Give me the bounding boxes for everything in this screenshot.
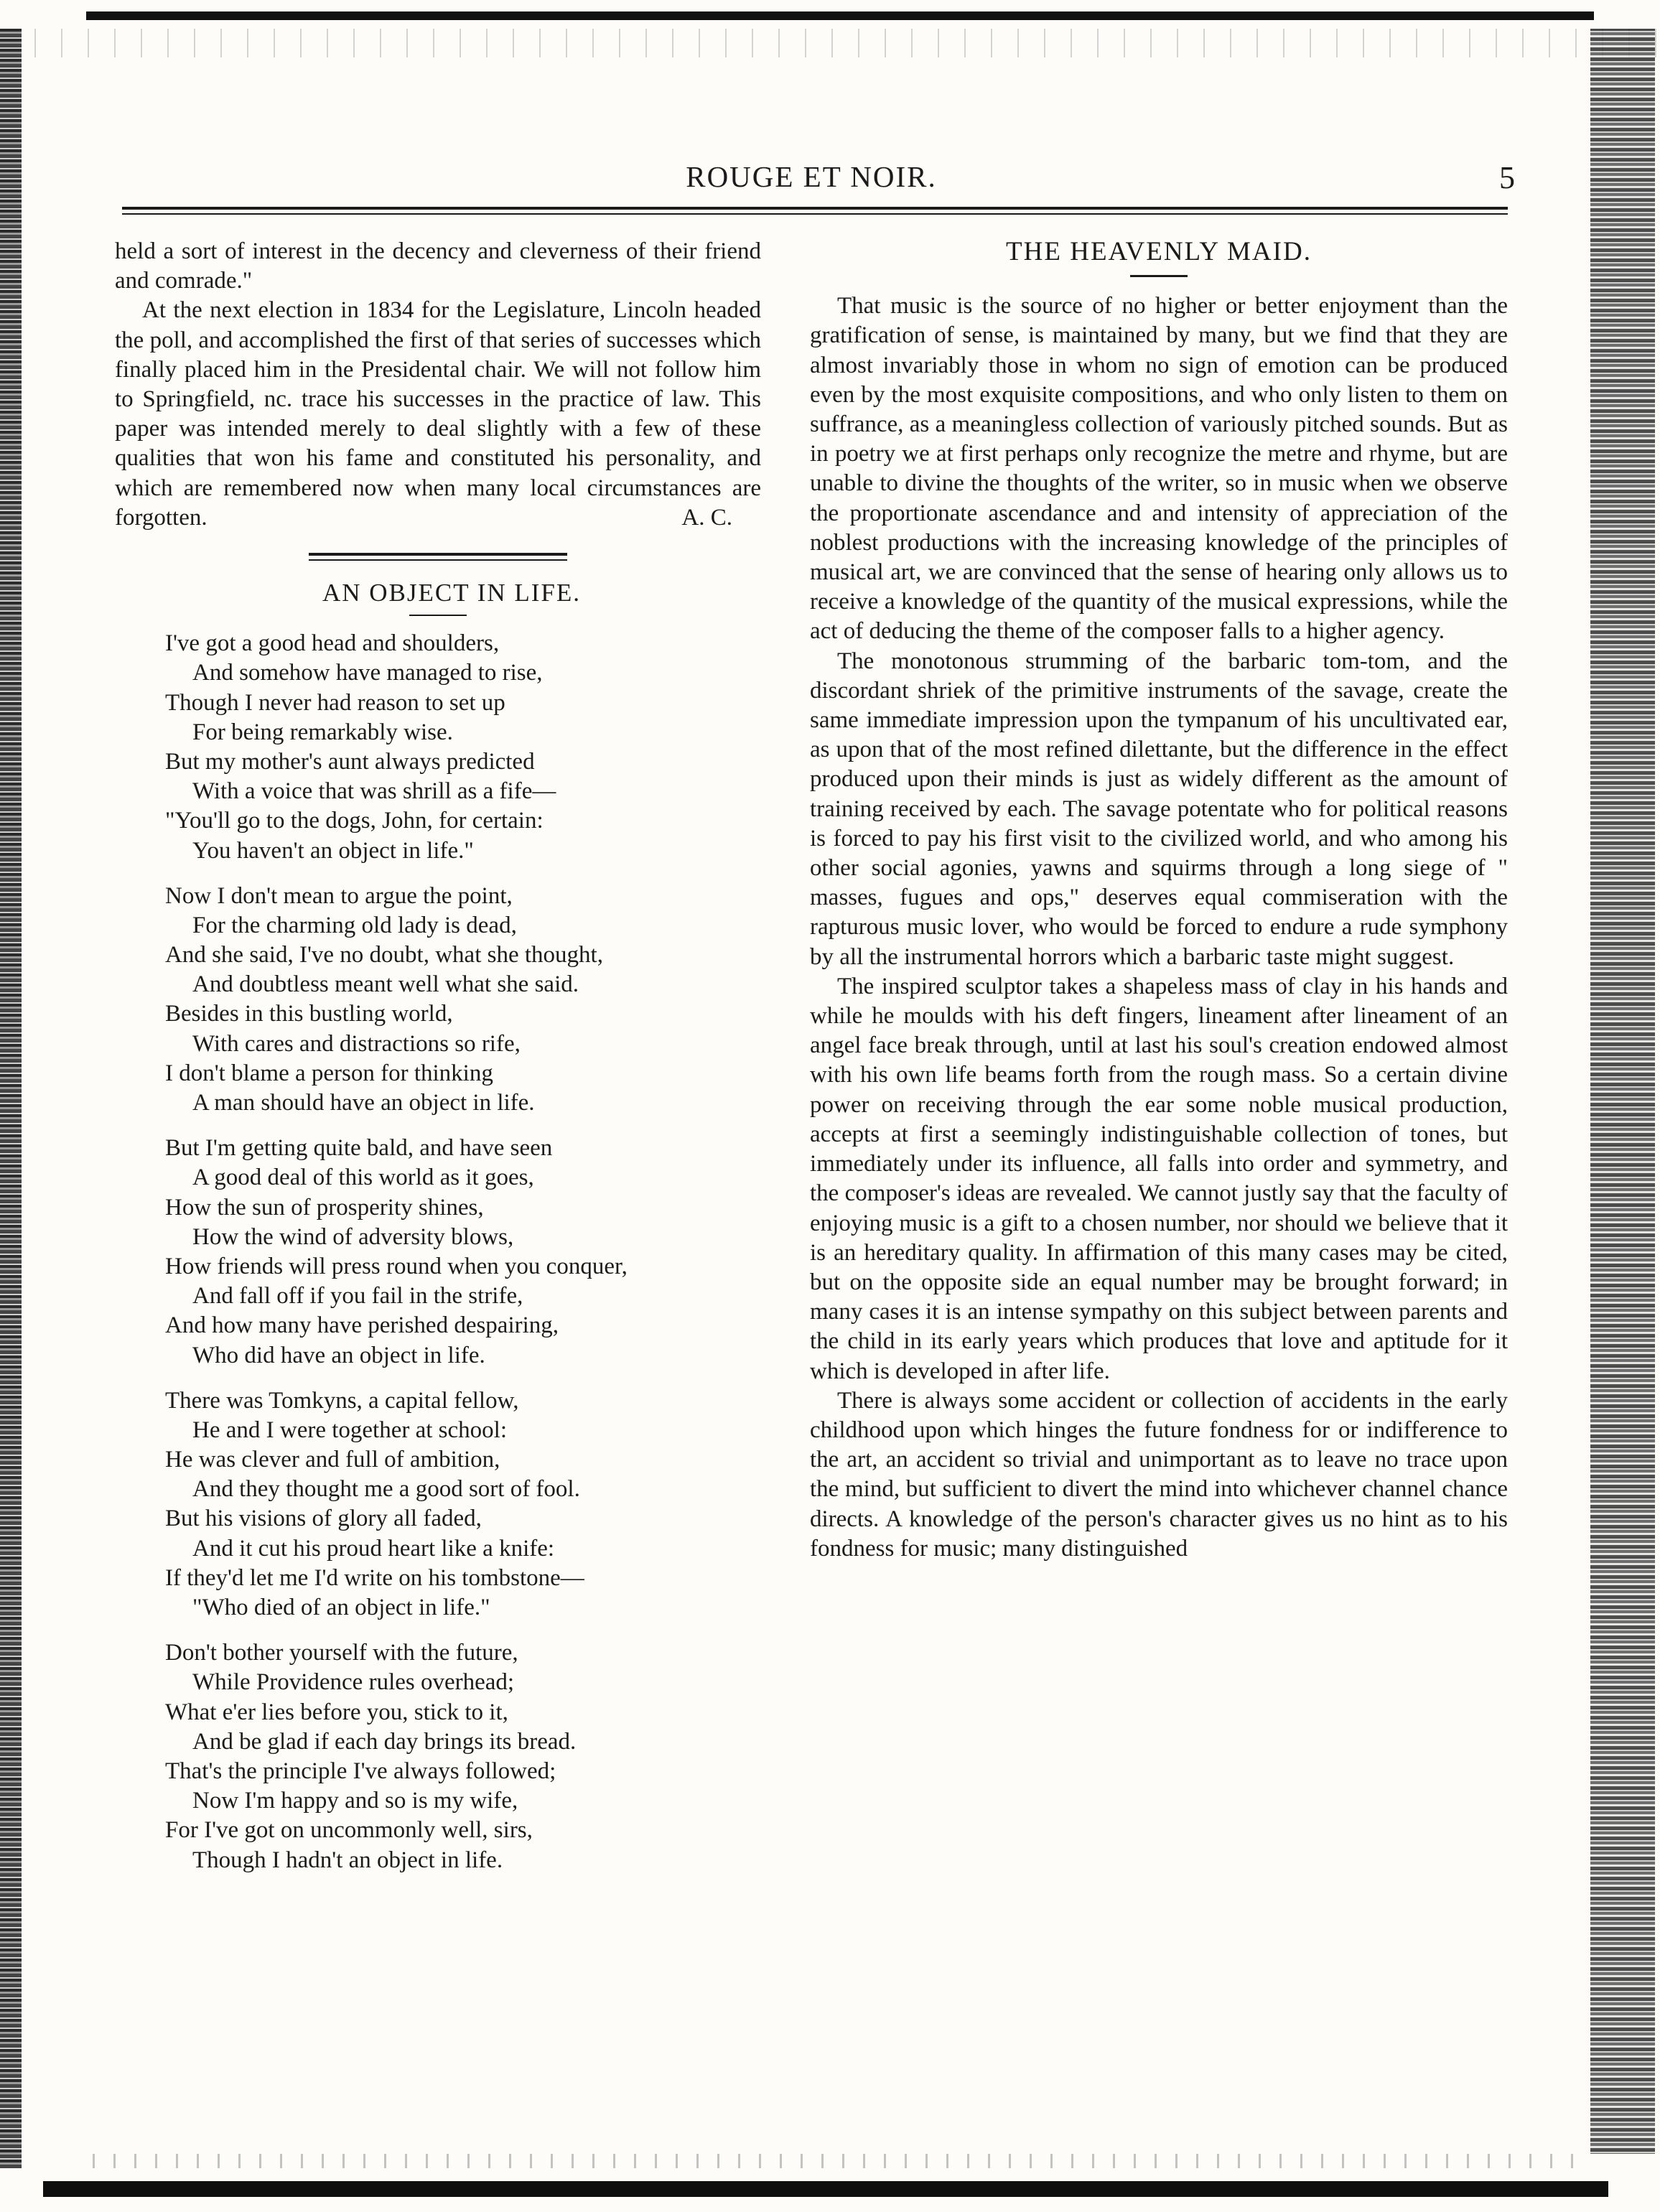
poem-line: And somehow have managed to rise, xyxy=(192,660,543,686)
poem-line: But his visions of glory all faded, xyxy=(165,1506,482,1532)
left-paragraph xyxy=(115,296,761,533)
poem xyxy=(115,629,761,1875)
poem-line: I've got a good head and shoulders, xyxy=(165,630,500,657)
page-number: 5 xyxy=(1499,160,1515,195)
author-signature: A. C. xyxy=(681,504,732,531)
left-paragraph: held a sort of interest in the decency and cleverness of their friend and comrade." xyxy=(115,238,761,294)
poem-line: With cares and distractions so rife, xyxy=(192,1030,521,1057)
poem-line: A good deal of this world as it goes, xyxy=(192,1165,534,1191)
poem-line: Now I'm happy and so is my wife, xyxy=(192,1788,518,1814)
poem-line: A man should have an object in life. xyxy=(192,1090,535,1116)
right-column xyxy=(810,237,1508,1564)
poem-line: And fall off if you fail in the strife, xyxy=(192,1283,523,1310)
essay-title: THE HEAVENLY MAID. xyxy=(1006,237,1312,266)
poem-line: I don't blame a person for thinking xyxy=(165,1060,493,1086)
poem-line: Besides in this bustling world, xyxy=(165,1001,453,1027)
poem-line: But I'm getting quite bald, and have seen xyxy=(165,1135,553,1162)
poem-stanza xyxy=(165,629,761,866)
poem-line: "Who died of an object in life." xyxy=(192,1595,490,1621)
running-title: ROUGE ET NOIR. xyxy=(686,160,937,193)
header-rule-thick xyxy=(122,207,1508,210)
essay-paragraph: The monotonous strumming of the barbaric tom-tom, and the discordant shriek of the primitive instruments of the savage, create the same immediate impression upon the tympanum of his uncultivated ear, as upon that of the most refined dilettante, but the difference in the effect produced upon their minds is just as widely different as the amount of training received by each. The savage potentate who for political reasons is forced to pay his first visit to the civilized world, and who among his other social agonies, yawns and squirms through a long siege of " masses, fugues and ops," deserves equal commiseration with the rapturous music lover, who would be forced to endure a rude symphony by all the instrumental horrors which a barbaric taste might suggest. xyxy=(810,648,1508,970)
poem-line: With a voice that was shrill as a fife— xyxy=(192,778,556,805)
poem-line: While Providence rules overhead; xyxy=(192,1669,515,1696)
poem-line: And be glad if each day brings its bread. xyxy=(192,1728,577,1755)
poem-line: If they'd let me I'd write on his tombstone— xyxy=(165,1564,584,1591)
poem-line: You haven't an object in life." xyxy=(192,837,474,864)
scan-right-edge xyxy=(1590,29,1655,2154)
poem-line: How the wind of adversity blows, xyxy=(192,1223,514,1250)
poem-line: He was clever and full of ambition, xyxy=(165,1447,500,1473)
poem-line: And how many have perished despairing, xyxy=(165,1312,559,1339)
left-paragraph-text: At the next election in 1834 for the Legislature, Lincoln headed the poll, and accomplished the first of that series of successes which finally placed him in the Presidental chair. We will not follow him to Springfield, nc. trace his successes in the practice of law. This paper was intended merely to deal slightly with a few of these qualities that won his fame and constituted his personality, and which are remembered now when many local circumstances are forgotten. xyxy=(115,297,761,531)
scan-left-edge xyxy=(0,29,22,2168)
poem-line: He and I were together at school: xyxy=(192,1417,507,1443)
poem-line: And they thought me a good sort of fool. xyxy=(192,1476,580,1503)
poem-line: There was Tomkyns, a capital fellow, xyxy=(165,1387,519,1414)
essay-title-rule xyxy=(1130,275,1188,277)
poem-stanza xyxy=(165,882,761,1119)
poem-title: AN OBJECT IN LIFE. xyxy=(322,579,582,607)
poem-line: That's the principle I've always followed; xyxy=(165,1758,556,1784)
poem-line: For being remarkably wise. xyxy=(192,719,453,745)
poem-line: Don't bother yourself with the future, xyxy=(165,1640,518,1666)
poem-line: But my mother's aunt always predicted xyxy=(165,748,535,775)
poem-line: And it cut his proud heart like a knife: xyxy=(192,1535,555,1562)
scan-top-edge xyxy=(0,0,1660,68)
scan-top-bar xyxy=(86,11,1594,20)
poem-line: Who did have an object in life. xyxy=(192,1342,485,1368)
poem-line: Though I never had reason to set up xyxy=(165,689,505,716)
scan-bottom-noise xyxy=(86,2154,1580,2168)
poem-title-rule xyxy=(409,615,467,616)
poem-line: For the charming old lady is dead, xyxy=(192,912,517,938)
essay-paragraph: The inspired sculptor takes a shapeless mass of clay in his hands and while he moulds with his deft fingers, lineament after lineament of an angel face break through, until at last his soul's creation endowed almost with his own life beams forth from the rough mass. So a certain divine power on receiving through the ear some noble musical production, accepts at first a seemingly indistinguishable collection of tones, but immediately under its influence, all falls into order and symmetry, and the composer's ideas are revealed. We cannot justly say that the faculty of enjoying music is a gift to a chosen number, nor should we believe that it is an hereditary quality. In affirmation of this many cases may be cited, but on the opposite side an equal number may be brought forward; in many cases it is an intense sympathy on this subject between parents and the child in its early years which produces that love and aptitude for it which is developed in after life. xyxy=(810,973,1508,1384)
poem-line: How friends will press round when you conquer, xyxy=(165,1253,628,1279)
section-divider xyxy=(309,553,567,561)
page-header xyxy=(115,159,1515,202)
essay-paragraph: There is always some accident or collection of accidents in the early childhood upon which hinges the future fondness for or indifference to the art, an accident so trivial and unimportant as to leave no trace upon the mind, but sufficient to divert the mind into whichever channel chance directs. A knowledge of the person's character gives us no hint as to his fondness for music; many distinguished xyxy=(810,1387,1508,1562)
poem-stanza xyxy=(165,1638,761,1875)
poem-stanza xyxy=(165,1134,761,1371)
poem-line: "You'll go to the dogs, John, for certain: xyxy=(165,808,544,834)
poem-stanza xyxy=(165,1386,761,1623)
left-column xyxy=(115,237,761,1891)
poem-line: Though I hadn't an object in life. xyxy=(192,1847,503,1873)
header-rule-thin xyxy=(122,213,1508,215)
poem-line: What e'er lies before you, stick to it, xyxy=(165,1699,508,1725)
poem-line: Now I don't mean to argue the point, xyxy=(165,882,513,909)
scan-bottom-bar xyxy=(43,2181,1608,2197)
scan-top-noise xyxy=(0,29,1660,57)
poem-line: And doubtless meant well what she said. xyxy=(192,971,579,998)
essay-paragraph: That music is the source of no higher or better enjoyment than the gratification of sense, is maintained by many, but we find that they are almost invariably those in whom no sign of emotion can be produced even by the most exquisite compositions, and who only listen to them on suffrance, as a meaningless collection of variously pitched sounds. But as in poetry we at first perhaps only recognize the metre and rhyme, but are unable to divine the thoughts of the writer, so in music when we observe the proportionate ascendance and and intensity of appreciation of the noblest productions with the increasing knowledge of the principles of musical art, we are convinced that the sense of hearing only allows us to receive a knowledge of the quantity of the musical expressions, while the act of deducing the theme of the composer falls to a higher agency. xyxy=(810,293,1508,645)
poem-line: For I've got on uncommonly well, sirs, xyxy=(165,1817,533,1844)
poem-line: How the sun of prosperity shines, xyxy=(165,1194,484,1221)
poem-line: And she said, I've no doubt, what she thought, xyxy=(165,942,603,969)
